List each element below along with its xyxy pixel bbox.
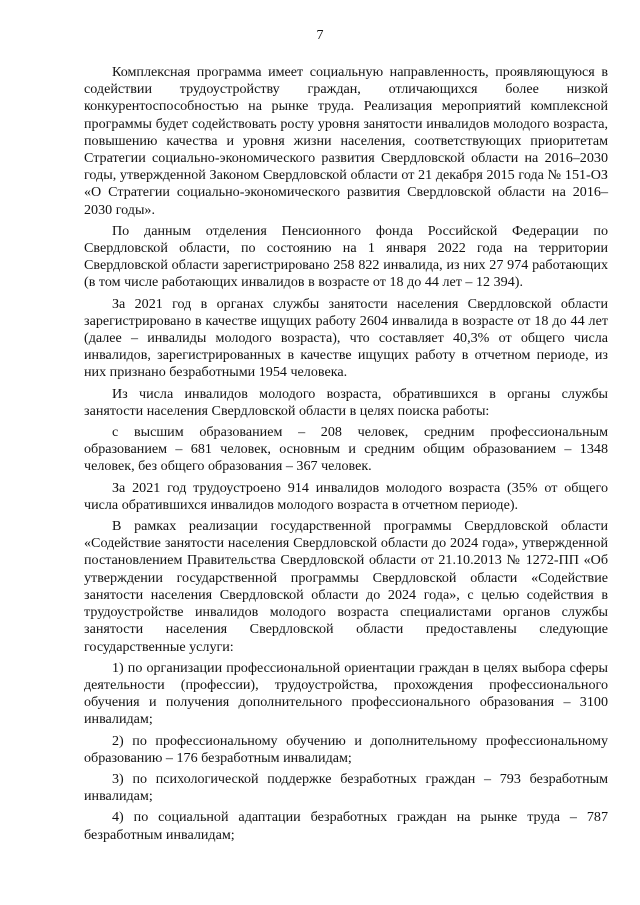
- paragraph-program-description: Комплексная программа имеет социальную направленность, проявляющуюся в содействии трудоустройству граждан, отличающихся более низкой конкурентоспособностью на рынке труда. Реализация мероприятий комплексной программы будет содействовать росту уровня занятости инвалидов молодого возраста, повышению качества и уровня жизни населения, соответствующих приоритетам Стратегии социально-экономического развития Свердловской области на 2016–2030 годы, утвержденной Законом Свердловской области от 21 декабря 2015 года № 151-ОЗ «О Стратегии социально-экономического развития Свердловской области на 2016–2030 годы».: [84, 64, 608, 218]
- paragraph-employed-count: За 2021 год трудоустроено 914 инвалидов молодого возраста (35% от общего числа обратившихся инвалидов молодого возраста в отчетном периоде).: [84, 479, 608, 513]
- paragraph-education-breakdown: с высшим образованием – 208 человек, средним профессиональным образованием – 681 человек, основным и средним общим образованием – 1348 человек, без общего образования – 367 человек.: [84, 424, 608, 475]
- list-item-career-guidance: 1) по организации профессиональной ориентации граждан в целях выбора сферы деятельности (профессии), трудоустройства, прохождения профессионального обучения и получения дополнительного профессионального образования – 3100 инвалидам;: [84, 659, 608, 728]
- paragraph-job-seekers-intro: Из числа инвалидов молодого возраста, обратившихся в органы службы занятости населения Свердловской области в целях поиска работы:: [84, 385, 608, 419]
- list-item-psychological-support: 3) по психологической поддержке безработных граждан – 793 безработным инвалидам;: [84, 770, 608, 805]
- list-item-professional-training: 2) по профессиональному обучению и дополнительному профессиональному образованию – 176 безработным инвалидам;: [84, 732, 608, 766]
- page-number: 7: [316, 28, 324, 43]
- paragraph-state-program: В рамках реализации государственной программы Свердловской области «Содействие занятости населения Свердловской области до 2024 года», утвержденной постановлением Правительства Свердловской области от 21.10.2013 № 1272-ПП «Об утверждении государственной программы Свердловской области «Содействие занятости населения Свердловской области до 2024 года», с целью содействия в трудоустройстве инвалидов молодого возраста специалистами органов службы занятости населения Свердловской области предоставлены следующие государственные услуги:: [84, 518, 608, 655]
- paragraph-employment-registration: За 2021 год в органах службы занятости населения Свердловской области зарегистрировано в качестве ищущих работу 2604 инвалида в возрасте от 18 до 44 лет (далее – инвалиды молодого возраста), что составляет 40,3% от общего числа инвалидов, зарегистрированных в качестве ищущих работу в отчетном периоде, из них признано безработными 1954 человека.: [84, 295, 608, 381]
- document-body: [84, 64, 608, 848]
- list-item-social-adaptation: 4) по социальной адаптации безработных граждан на рынке труда – 787 безработным инвалидам;: [84, 809, 608, 843]
- paragraph-pension-fund-data: По данным отделения Пенсионного фонда Российской Федерации по Свердловской области, по состоянию на 1 января 2022 года на территории Свердловской области зарегистрировано 258 822 инвалида, из них 27 974 работающих (в том числе работающих инвалидов в возрасте от 18 до 44 лет – 12 394).: [84, 222, 608, 291]
